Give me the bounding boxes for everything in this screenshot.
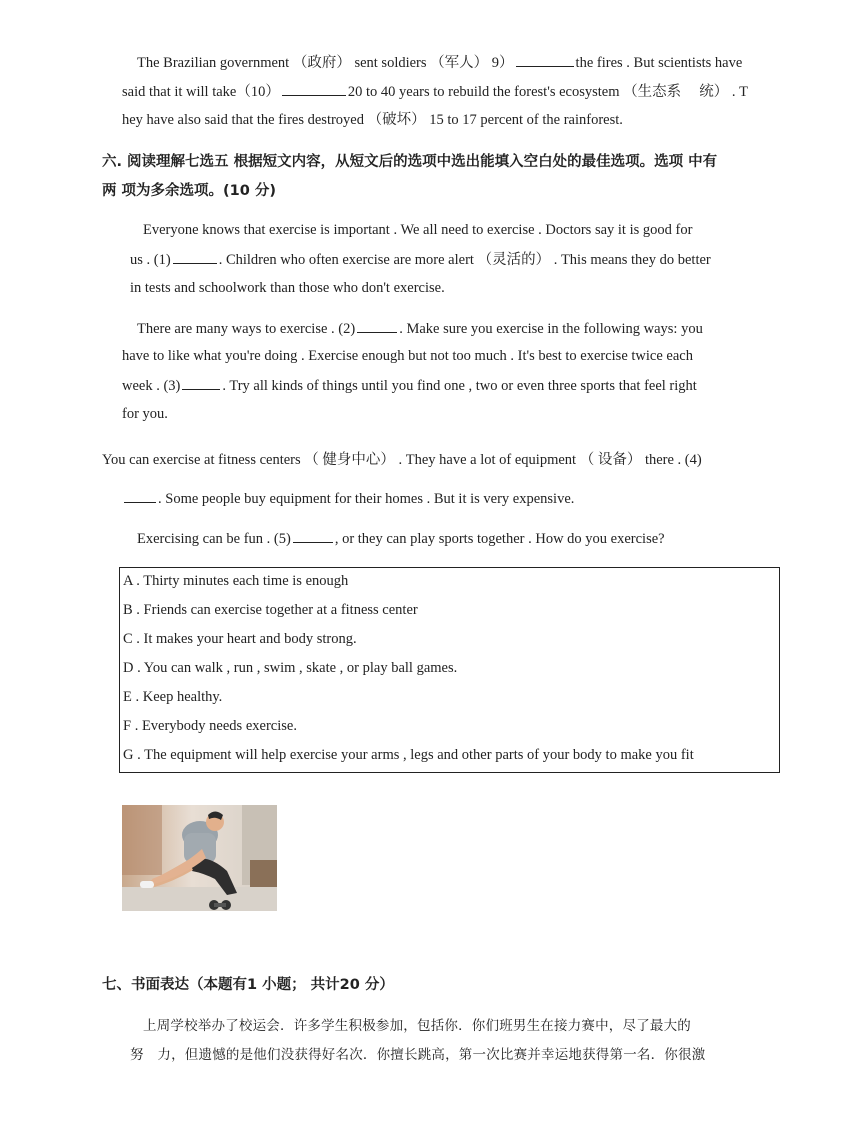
p2-line-4: for you. [122, 406, 168, 422]
p3-line-1: You can exercise at fitness centers （ 健身中心） . They have a lot of equipment （ 设备） there . (4) [102, 452, 702, 468]
p2-line-1-start: There are many ways to exercise . (2) [137, 321, 356, 337]
section-6-heading-line-1: 六. 阅读理解七选五 根据短文内容，从短文后的选项中选出能填入空白处的最佳选项。选项 中有 [102, 154, 718, 170]
option-c: C . It makes your heart and body strong. [123, 631, 357, 647]
section-7-heading: 七、书面表达（本题有1 小题； 共计20 分） [102, 977, 394, 993]
p2-line-3-end: . Try all kinds of things until you find one , two or even three sports that feel right [222, 378, 697, 394]
passage-line-1 [137, 52, 742, 73]
p1-line-1: Everyone knows that exercise is important . We all need to exercise . Doctors say it is good for [143, 222, 693, 238]
exercise-illustration [122, 805, 277, 911]
exercise-photo [122, 805, 277, 911]
p4-line-1-end: , or they can play sports together . How do you exercise? [334, 531, 665, 547]
section-6-heading-line-2: 两 项为多余选项。(10 分) [102, 183, 277, 199]
option-g: G . The equipment will help exercise your arms , legs and other parts of your body to make you fit [123, 747, 694, 763]
blank-10 [282, 81, 346, 96]
passage-line-1-start: The Brazilian government （政府） sent soldiers （军人） 9） [137, 55, 514, 71]
blank-5 [293, 528, 333, 543]
p4-line-1 [137, 528, 665, 549]
blank-9 [516, 52, 574, 67]
p2-line-3-start: week . (3) [122, 378, 181, 394]
p3-line-2 [122, 488, 574, 509]
p1-line-2-start: us . (1) [130, 252, 171, 268]
passage-line-1-end: the fires . But scientists have [575, 55, 743, 71]
p4-line-1-start: Exercising can be fun . (5) [137, 531, 291, 547]
blank-4 [124, 488, 156, 503]
option-a: A . Thirty minutes each time is enough [123, 573, 349, 589]
passage-line-3: hey have also said that the fires destroyed （破坏） 15 to 17 percent of the rainforest. [122, 112, 623, 128]
blank-2 [357, 318, 397, 333]
options-box [119, 567, 780, 773]
section-7-line-2: 努 力，但遗憾的是他们没获得好名次．你擅长跳高，第一次比赛并幸运地获得第一名．你很激 [130, 1047, 706, 1063]
blank-3 [182, 375, 220, 390]
p1-line-2-end: . Children who often exercise are more alert （灵活的） . This means they do better [218, 252, 711, 268]
option-d: D . You can walk , run , swim , skate , or play ball games. [123, 660, 458, 676]
p2-line-2: have to like what you're doing . Exercise enough but not too much . It's best to exercise twice each [122, 348, 693, 364]
blank-1 [173, 249, 217, 264]
passage-line-2 [122, 81, 748, 102]
option-e: E . Keep healthy. [123, 689, 223, 705]
section-7-line-1: 上周学校举办了校运会．许多学生积极参加，包括你．你们班男生在接力赛中，尽了最大的 [143, 1018, 691, 1034]
p1-line-3: in tests and schoolwork than those who don't exercise. [130, 280, 445, 296]
p3-line-2-text: . Some people buy equipment for their homes . But it is very expensive. [158, 491, 575, 507]
p1-line-2 [130, 249, 711, 270]
passage-line-2-end: 20 to 40 years to rebuild the forest's ecosystem （生态系 统） . T [347, 84, 748, 100]
option-f: F . Everybody needs exercise. [123, 718, 297, 734]
option-b: B . Friends can exercise together at a fitness center [123, 602, 418, 618]
p2-line-3 [122, 375, 697, 396]
passage-line-2-start: said that it will take（10） [122, 84, 280, 100]
p2-line-1-end: . Make sure you exercise in the following ways: you [399, 321, 703, 337]
p2-line-1 [137, 318, 703, 339]
